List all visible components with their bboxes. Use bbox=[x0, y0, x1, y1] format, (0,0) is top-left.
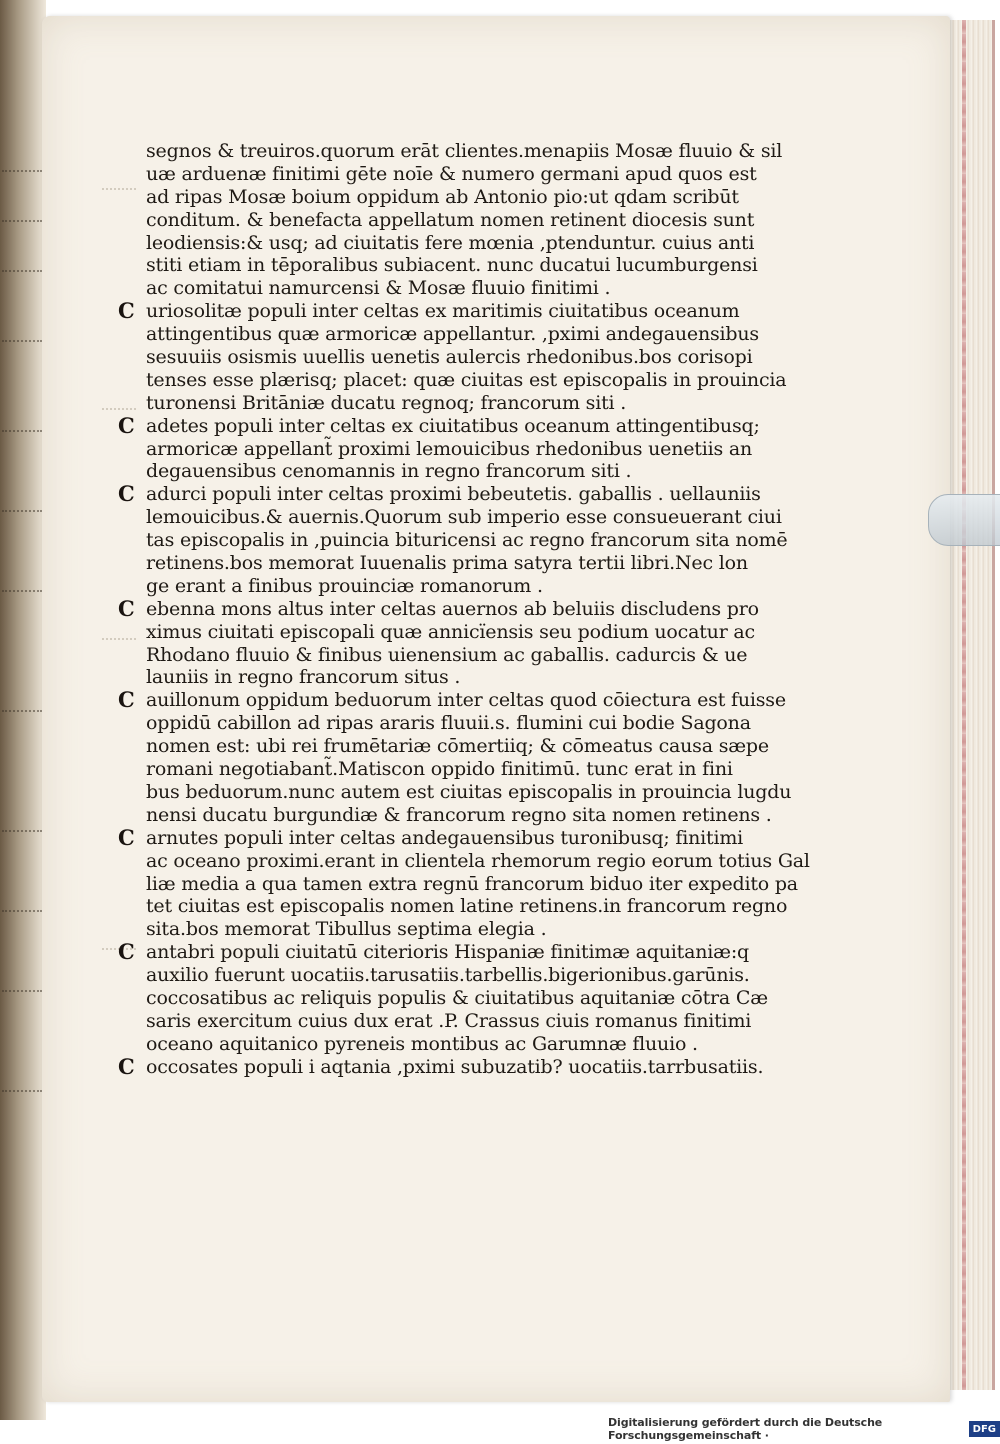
text-line bbox=[118, 964, 750, 987]
text-line bbox=[118, 824, 744, 850]
line-text: auxilio fuerunt uocatiis.tarusatiis.tarbellis.bigerionibus.garūnis. bbox=[146, 964, 750, 987]
text-line bbox=[118, 803, 772, 827]
line-text: auillonum oppidum beduorum inter celtas quod cōiectura est fuisse bbox=[146, 689, 786, 712]
line-text: ac comitatui namurcensi & Mosæ fluuio finitimi . bbox=[146, 277, 611, 300]
line-text: turonensi Britāniæ ducatu regnoq; francorum siti . bbox=[146, 391, 627, 414]
text-line bbox=[118, 780, 792, 804]
line-text: bus beduorum.nunc autem est ciuitas episcopalis in prouincia lugdu bbox=[146, 780, 792, 803]
facing-page-edge bbox=[0, 0, 46, 1420]
line-text: ge erant a finibus prouinciæ romanorum . bbox=[146, 574, 543, 597]
line-text: launiis in regno francorum situs . bbox=[146, 666, 461, 689]
incunable-text-block bbox=[118, 140, 810, 1079]
line-text: armoricæ appellant̃ proximi lemouicibus rhedonibus uenetiis an bbox=[146, 437, 753, 460]
line-text: liæ media a qua tamen extra regnū francorum biduo iter expedito pa bbox=[146, 872, 798, 895]
dfg-logo-icon: DFG bbox=[969, 1421, 1000, 1437]
text-line bbox=[118, 595, 759, 621]
plastic-page-marker bbox=[928, 494, 1000, 546]
line-text: oppidū cabillon ad ripas araris fluuii.s. flumini cui bodie Sagona bbox=[146, 712, 751, 735]
text-line bbox=[118, 506, 782, 529]
line-text: retinens.bos memorat Iuuenalis prima satyra tertii libri.Nec lon bbox=[146, 552, 748, 575]
text-line bbox=[118, 986, 768, 1010]
guide-letter: C bbox=[118, 481, 135, 507]
text-line bbox=[118, 437, 753, 461]
guide-letter: C bbox=[118, 298, 135, 324]
line-text: ad ripas Mosæ boium oppidum ab Antonio pio:ut qdam scribūt bbox=[146, 185, 739, 208]
guide-letter: C bbox=[118, 595, 135, 621]
footer-credit: Digitalisierung gefördert durch die Deutsche Forschungsgemeinschaft · bbox=[608, 1416, 883, 1442]
line-text: uæ arduenæ finitimi gēte noīe & numero germani apud quos est bbox=[146, 162, 757, 185]
text-line bbox=[118, 277, 718, 300]
line-text: Rhodano fluuio & finibus uienensium ac gaballis. cadurcis & ue bbox=[146, 643, 748, 666]
text-line bbox=[118, 185, 739, 209]
text-line bbox=[118, 849, 810, 873]
text-line bbox=[118, 643, 748, 667]
line-text: nomen est: ubi rei frumētariæ cōmertiiq; & cōmeatus causa sæpe bbox=[146, 735, 769, 758]
text-line bbox=[118, 231, 755, 255]
line-text: occosates populi i aqtania ,pximi subuzatib? uocatiis.tarrbusatiis. bbox=[146, 1055, 764, 1078]
line-text: ximus ciuitati episcopali quæ annicïensis seu podium uocatur ac bbox=[146, 620, 755, 643]
text-line bbox=[118, 552, 748, 575]
text-line bbox=[118, 666, 718, 689]
guide-letter: C bbox=[118, 939, 135, 965]
text-line bbox=[118, 687, 786, 713]
text-line bbox=[118, 412, 760, 438]
line-text: degauensibus cenomannis in regno francorum siti . bbox=[146, 460, 632, 483]
line-text: nensi ducatu burgundiæ & francorum regno sita nomen retinens . bbox=[146, 803, 772, 826]
line-text: uriosolitæ populi inter celtas ex maritimis ciuitatibus oceanum bbox=[146, 300, 740, 323]
line-text: tet ciuitas est episcopalis nomen latine retinens.in francorum regno bbox=[146, 895, 788, 918]
line-text: romani negotiabant̃.Matiscon oppido finitimū. tunc erat in fini bbox=[146, 758, 733, 781]
text-line bbox=[118, 481, 761, 507]
text-line bbox=[118, 575, 718, 598]
text-line bbox=[118, 323, 759, 346]
text-line bbox=[118, 939, 749, 965]
text-line bbox=[118, 872, 798, 896]
text-line bbox=[118, 368, 787, 392]
line-text: leodiensis:& usq; ad ciuitatis fere mœnia ,ptenduntur. cuius anti bbox=[146, 231, 755, 254]
guide-letter: C bbox=[118, 412, 135, 438]
line-text: stiti etiam in tēporalibus subiacent. nunc ducatui lucumburgensi bbox=[146, 254, 758, 277]
text-line bbox=[118, 162, 757, 186]
text-line bbox=[118, 712, 751, 735]
line-text: coccosatibus ac reliquis populis & ciuitatibus aquitaniæ cōtra Cæ bbox=[146, 986, 768, 1009]
line-text: tenses esse plærisq; placet: quæ ciuitas est episcopalis in prouincia bbox=[146, 368, 787, 391]
text-line bbox=[118, 1053, 764, 1079]
text-line bbox=[118, 254, 758, 277]
text-line bbox=[118, 529, 788, 552]
line-text: ac oceano proximi.erant in clientela rhemorum regio eorum totius Gal bbox=[146, 849, 810, 872]
line-text: adetes populi inter celtas ex ciuitatibus oceanum attingentibusq; bbox=[146, 414, 760, 437]
guide-letter: C bbox=[118, 1053, 135, 1079]
text-line bbox=[118, 1033, 718, 1056]
line-text: conditum. & benefacta appellatum nomen retinent diocesis sunt bbox=[146, 208, 755, 231]
line-text: tas episcopalis in ,puincia bituricensi ac regno francorum sita nomē bbox=[146, 529, 788, 552]
text-line bbox=[118, 392, 718, 415]
text-line bbox=[118, 758, 733, 781]
text-line bbox=[118, 895, 788, 918]
text-line bbox=[118, 208, 755, 232]
text-line bbox=[118, 735, 769, 758]
text-line bbox=[118, 620, 755, 644]
line-text: antabri populi ciuitatū citerioris Hispaniæ finitimæ aquitaniæ:q bbox=[146, 941, 749, 964]
guide-letter: C bbox=[118, 824, 135, 850]
text-line bbox=[118, 460, 718, 483]
line-text: ebenna mons altus inter celtas auernos ab beluiis discludens pro bbox=[146, 597, 759, 620]
line-text: lemouicibus.& auernis.Quorum sub imperio esse consueuerant ciui bbox=[146, 506, 782, 529]
line-text: attingentibus quæ armoricæ appellantur. ,pximi andegauensibus bbox=[146, 323, 759, 346]
line-text: arnutes populi inter celtas andegauensibus turonibusq; finitimi bbox=[146, 826, 744, 849]
text-line bbox=[118, 1009, 752, 1033]
text-line bbox=[118, 140, 783, 163]
red-edge-stain bbox=[962, 20, 966, 1390]
text-line bbox=[118, 298, 740, 324]
text-line bbox=[118, 918, 718, 941]
line-text: sita.bos memorat Tibullus septima elegia . bbox=[146, 918, 547, 941]
digitization-footer bbox=[608, 1418, 1000, 1440]
guide-letter: C bbox=[118, 687, 135, 713]
line-text: saris exercitum cuius dux erat .P. Crassus ciuis romanus finitimi bbox=[146, 1009, 752, 1032]
line-text: adurci populi inter celtas proximi bebeutetis. gaballis . uellauniis bbox=[146, 483, 761, 506]
line-text: segnos & treuiros.quorum erāt clientes.menapiis Mosæ fluuio & sil bbox=[146, 140, 783, 162]
text-line bbox=[118, 346, 753, 369]
line-text: oceano aquitanico pyreneis montibus ac Garumnæ fluuio . bbox=[146, 1032, 698, 1055]
line-text: sesuuiis osismis uuellis uenetis aulercis rhedonibus.bos corisopi bbox=[146, 346, 753, 369]
